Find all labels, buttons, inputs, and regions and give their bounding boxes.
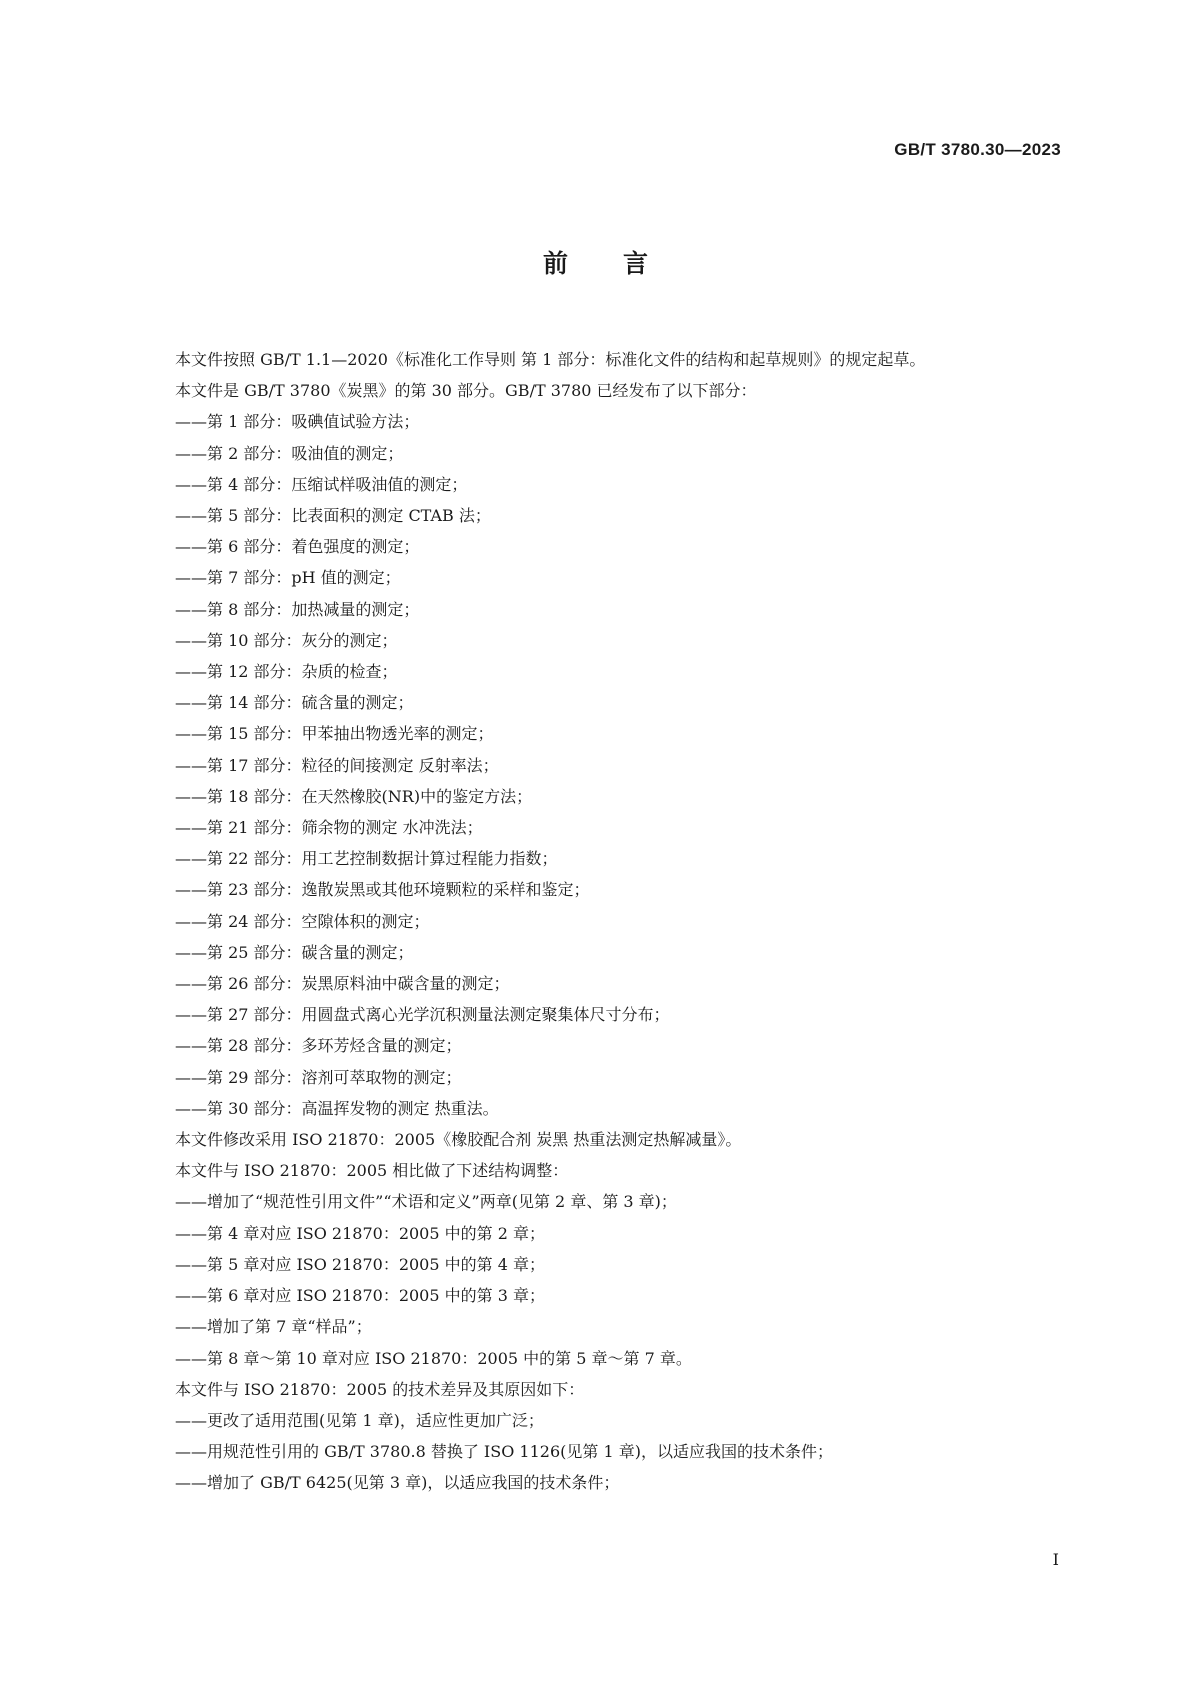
list-item: ——第 7 部分：pH 值的测定； [175, 568, 401, 588]
list-item: ——第 17 部分：粒径的间接测定 反射率法； [175, 755, 499, 775]
list-item: ——第 6 部分：着色强度的测定； [175, 537, 420, 557]
list-item: ——第 8 章～第 10 章对应 ISO 21870：2005 中的第 5 章～第 7 章。 [175, 1348, 692, 1368]
page-title: 前言 [542, 249, 703, 278]
list-item: ——第 15 部分：甲苯抽出物透光率的测定； [175, 724, 494, 744]
list-item: ——第 5 章对应 ISO 21870：2005 中的第 4 章； [175, 1254, 545, 1274]
list-item: ——第 4 章对应 ISO 21870：2005 中的第 2 章； [175, 1223, 545, 1243]
list-item: ——第 6 章对应 ISO 21870：2005 中的第 3 章； [175, 1286, 545, 1306]
list-item: ——第 22 部分：用工艺控制数据计算过程能力指数； [175, 849, 558, 869]
list-item: ——第 29 部分：溶剂可萃取物的测定； [175, 1067, 462, 1087]
list-item: ——增加了“规范性引用文件”“术语和定义”两章(见第 2 章、第 3 章)； [175, 1192, 677, 1212]
list-item: ——第 28 部分：多环芳烃含量的测定； [175, 1036, 462, 1056]
list-item: ——第 1 部分：吸碘值试验方法； [175, 412, 420, 432]
list-item: ——第 26 部分：炭黑原料油中碳含量的测定； [175, 974, 510, 994]
list-item: ——第 14 部分：硫含量的测定； [175, 693, 414, 713]
paragraph-drafting-rules: 本文件按照 GB/T 1.1—2020《标准化工作导则 第 1 部分：标准化文件的结构和起草规则》的规定起草。 [175, 350, 926, 369]
paragraph-technical-differences: 本文件与 ISO 21870：2005 的技术差异及其原因如下： [175, 1379, 585, 1399]
list-item: ——更改了适用范围(见第 1 章)，适应性更加广泛； [175, 1410, 544, 1430]
paragraph-structure-changes: 本文件与 ISO 21870：2005 相比做了下述结构调整： [175, 1161, 569, 1181]
list-item: ——第 10 部分：灰分的测定； [175, 630, 398, 650]
list-item: ——第 23 部分：逸散炭黑或其他环境颗粒的采样和鉴定； [175, 880, 590, 900]
technical-differences-list [143, 1405, 1063, 1499]
list-item: ——增加了第 7 章“样品”； [175, 1317, 372, 1337]
list-item: ——第 21 部分：筛余物的测定 水冲洗法； [175, 818, 483, 838]
list-item: ——第 8 部分：加热减量的测定； [175, 599, 420, 619]
structure-changes-list [143, 1186, 1063, 1373]
parts-list [143, 406, 1063, 1124]
list-item: ——第 30 部分：高温挥发物的测定 热重法。 [175, 1098, 499, 1118]
list-item: ——第 18 部分：在天然橡胶(NR)中的鉴定方法； [175, 786, 533, 806]
list-item: ——第 12 部分：杂质的检查； [175, 662, 398, 682]
document-body [143, 344, 1063, 1499]
paragraph-adoption: 本文件修改采用 ISO 21870：2005《橡胶配合剂 炭黑 热重法测定热解减量》。 [175, 1130, 742, 1150]
page-number: I [1052, 1550, 1059, 1569]
list-item: ——第 24 部分：空隙体积的测定； [175, 911, 430, 931]
paragraph-series-parts: 本文件是 GB/T 3780《炭黑》的第 30 部分。GB/T 3780 已经发布了以下部分： [175, 381, 757, 401]
list-item: ——第 25 部分：碳含量的测定； [175, 942, 414, 962]
list-item: ——增加了 GB/T 6425(见第 3 章)，以适应我国的技术条件； [175, 1473, 620, 1493]
list-item: ——用规范性引用的 GB/T 3780.8 替换了 ISO 1126(见第 1 章)，以适应我国的技术条件； [175, 1442, 833, 1462]
list-item: ——第 4 部分：压缩试样吸油值的测定； [175, 474, 468, 494]
list-item: ——第 27 部分：用圆盘式离心光学沉积测量法测定聚集体尺寸分布； [175, 1005, 670, 1025]
list-item: ——第 2 部分：吸油值的测定； [175, 443, 404, 463]
list-item: ——第 5 部分：比表面积的测定 CTAB 法； [175, 506, 491, 526]
document-code: GB/T 3780.30—2023 [894, 140, 1061, 159]
